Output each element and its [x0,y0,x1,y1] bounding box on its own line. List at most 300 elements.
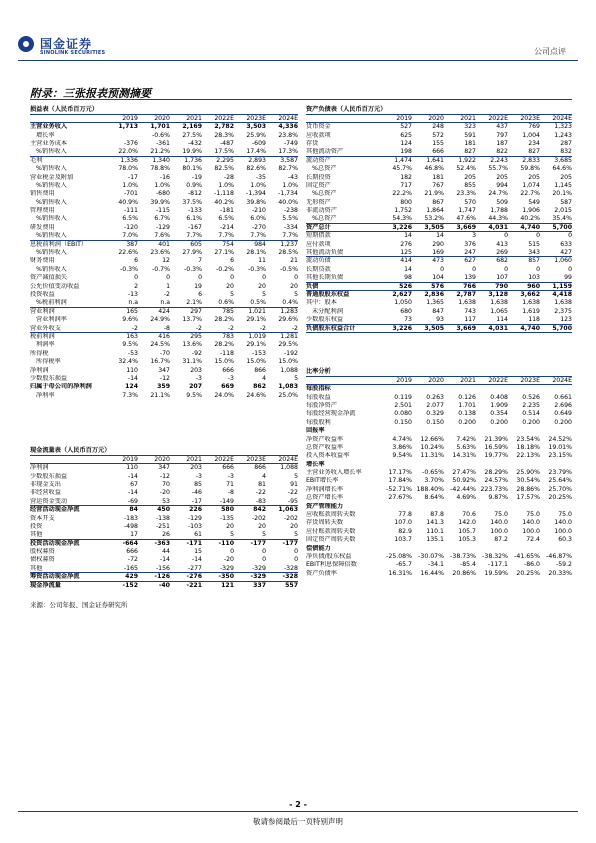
row-value: 0 [262,274,266,282]
row-value: 44 [162,548,170,556]
row-value: -85.4 [459,561,476,569]
table-row [30,498,298,506]
row-value: 107 [496,274,508,282]
row-value: 994 [496,181,508,189]
row-value: 82.7% [278,165,298,173]
row-value: 526 [399,282,412,290]
row-value: 5.63% [456,443,476,451]
row-value: 297 [190,307,202,315]
year-header-row [306,115,572,123]
row-value: -22 [287,489,298,497]
source-note: 来源：公司年报、国金证券研究所 [30,601,128,609]
row-value: -14 [159,556,170,564]
row-value: -17 [127,173,138,181]
row-value: 19.9% [182,148,202,156]
row-value: 743 [464,307,476,315]
table-row [306,165,572,173]
row-value: -20 [223,556,234,564]
row-value: 12 [162,257,170,265]
row-value: 295 [190,332,202,340]
row-value: 123 [560,316,572,324]
year-header-cell: 2023E [246,114,266,122]
row-value: 205 [464,173,476,181]
row-value: 0 [294,556,298,564]
table-row [30,283,298,291]
row-value: 60.3 [558,536,572,544]
row-value: 1,060 [554,257,572,265]
row-value: 2,015 [554,207,572,215]
row-value: 2,295 [216,156,234,164]
row-value: 3,587 [280,156,298,164]
row-value: 14.31% [452,452,476,460]
table-row [306,291,572,299]
row-value: -329 [219,564,234,572]
row-value: 766 [463,282,476,290]
row-value: -53 [127,349,138,357]
section-label: 偿债能力 [306,544,331,552]
table-row [30,481,298,489]
table-row [306,157,572,165]
section-label: 每股指标 [306,385,331,393]
row-value: 80.1% [182,165,202,173]
row-value: 1,701 [150,123,170,131]
row-label: %税前利润 [36,299,67,307]
row-value: -38.32% [482,553,508,560]
table-row [306,436,572,444]
row-value: 6.0% [250,215,266,223]
row-value: 416 [158,332,170,340]
row-value: 1,864 [426,207,444,215]
sinolink-logo-icon [18,36,34,52]
row-value: 437 [496,123,508,131]
table-row [30,215,298,223]
row-label: 营业利润 [30,307,55,315]
row-value: 337 [253,581,266,589]
table-title: 资产负债表（人民币百万元） [306,106,572,115]
row-value: 32.4% [118,358,138,366]
row-label: 净利润增长率 [306,485,344,493]
row-value: 84 [129,506,138,514]
row-label: %销售收入 [36,165,67,173]
row-value: 0 [294,548,298,556]
table-row [306,123,572,131]
row-label: 投资 [30,522,43,530]
table-row [306,561,572,569]
table-row [306,410,572,418]
row-value: 5,700 [552,223,572,231]
row-value: 0 [230,274,234,282]
row-value: 14 [404,232,412,240]
year-header-cell: 2020 [428,114,444,122]
row-value: -0.2% [216,265,234,273]
row-value: 35.4% [552,215,572,223]
row-label: 营业外收支 [30,324,61,332]
row-value: -0.3% [184,265,202,273]
table-row [30,464,298,472]
row-value: -156 [155,564,170,572]
table-row [30,375,298,383]
row-value: -13 [127,291,138,298]
row-value: 19.01% [548,443,572,451]
row-value: 682 [496,257,508,265]
row-label: 其他长期负债 [306,274,344,282]
row-value: -0.3% [120,265,138,273]
row-value: 413 [496,240,508,248]
row-value: 100.0 [522,527,540,535]
row-value: 0.200 [554,418,572,426]
row-value: -152 [122,581,138,589]
year-header-cell: 2021 [186,114,202,122]
row-value: 1,283 [280,307,298,315]
row-value: 1,474 [394,156,412,164]
row-label: %销售收入 [36,249,67,257]
table-title: 现金流量表（人民币百万元） [30,447,298,456]
row-value: 44.3% [488,215,508,223]
row-value: 3,669 [456,324,476,332]
row-value: -812 [187,190,202,198]
table-row [306,257,572,265]
row-value: 1.701 [458,401,476,409]
row-value: 14 [404,265,412,273]
row-label: 流动资产 [306,156,331,164]
row-value: 140.0 [522,519,540,527]
table-row [30,506,298,514]
row-value: 5 [294,291,298,298]
row-value: 16.7% [150,358,170,366]
row-value: 0 [568,232,572,240]
row-label: 货币资金 [306,123,331,131]
row-value: 0 [536,232,540,240]
row-value: 59.8% [520,165,540,173]
row-value: 5.5% [282,215,298,223]
row-value: 6.7% [154,215,170,223]
row-value: 15.0% [214,358,234,366]
row-label: 每股净资产 [306,401,337,409]
row-value: 0.514 [522,410,540,418]
row-label: EBIT增长率 [306,477,339,485]
row-value: -214 [219,223,234,231]
row-value: 5 [294,374,298,382]
table-row [30,582,298,590]
row-value: -2 [131,324,138,332]
row-value: 28.1% [246,249,266,257]
row-value: 4,740 [520,324,540,332]
row-label: %销售收入 [36,215,67,223]
row-value: -202 [251,514,266,522]
row-value: 625 [400,131,412,139]
row-value: -138 [155,514,170,522]
page-number: - 2 - [289,800,307,809]
row-value: -334 [283,223,298,231]
row-value: 587 [560,198,572,206]
row-value: -30.07% [418,553,444,560]
row-value: 16.31% [388,569,412,577]
row-value: 359 [157,383,170,391]
row-value: 0.200 [490,418,508,426]
row-value: 1,088 [280,366,298,374]
row-value: 4 [262,374,266,382]
row-value: 1,638 [458,299,476,307]
row-value: 16.44% [420,569,444,577]
row-label: 资本开支 [30,514,55,522]
table-row [306,444,572,452]
row-value: 114 [496,316,508,324]
row-label: 利润率 [36,341,55,349]
row-value: 19.59% [484,569,508,577]
row-value: 15 [194,548,202,556]
row-label: 其他 [30,531,43,539]
row-value: 1,281 [280,332,298,340]
row-value: 24.9% [150,316,170,324]
table-row [30,367,298,375]
row-value: 832 [560,148,572,156]
row-value: 140.0 [554,519,572,527]
row-value: 17.84% [388,477,412,485]
row-value: 0.4% [282,299,298,307]
row-value: -8 [227,489,234,497]
row-value: 2,243 [490,156,508,164]
row-value: 1,736 [184,156,202,164]
header-spacer [306,377,380,384]
section-label: 增长率 [306,460,325,468]
year-header-cell: 2020 [428,376,444,384]
row-value: 1.0% [250,181,266,189]
row-value: 7.7% [250,232,266,240]
row-value: -34.1 [427,561,444,569]
row-value: -238 [283,207,298,215]
row-value: 6.5% [122,215,138,223]
table-row [306,486,572,494]
row-value: 100.0 [490,527,508,535]
row-value: 605 [190,240,202,248]
row-value: -181 [219,207,234,215]
row-value: 165 [126,307,138,315]
row-value: 1.0% [154,181,170,189]
row-value: 1,638 [490,299,508,307]
logo-cn-text: 国金证券 [40,37,93,51]
row-value: -129 [187,514,202,522]
row-value: 5 [230,531,234,539]
row-value: 5 [230,291,234,298]
row-value: 247 [464,249,476,257]
row-value: 347 [158,366,170,374]
table-row [306,528,572,536]
row-value: 557 [285,581,298,589]
row-label: 营业利润率 [36,316,67,324]
table-row [30,316,298,324]
row-value: 1,619 [522,307,540,315]
table-row [30,291,298,299]
row-value: 0.080 [394,410,412,418]
row-value: 82.6% [246,165,266,173]
row-value: 0.661 [554,393,572,401]
row-value: 0 [504,232,508,240]
row-value: -72 [127,556,138,564]
row-value: 93 [436,316,444,324]
row-value: 960 [527,282,540,290]
disclaimer-text: 敬请参阅最后一页特别声明 [253,817,343,826]
row-value: 5 [294,472,298,480]
row-value: 223.73% [480,485,508,493]
section-label: 资产管理能力 [306,502,344,510]
row-value: 23.54% [516,435,540,443]
row-value: 75.0 [494,511,508,519]
year-header-cell: 2021 [186,455,202,463]
row-value: 118 [528,316,540,324]
row-value: 13.6% [182,341,202,349]
row-value: 427 [560,249,572,257]
table-row [30,325,298,333]
row-value: 0 [504,265,508,273]
table-row [306,394,572,402]
row-value: 1.0% [122,181,138,189]
page-header [0,0,596,60]
row-label: 总资产增长率 [306,494,344,502]
row-value: 99 [564,274,572,282]
row-label: 总资产收益率 [306,443,344,451]
row-value: 25.0% [278,391,298,399]
row-value: 3 [472,232,476,240]
table-row [30,333,298,341]
row-value: 20.25% [548,494,572,502]
row-value: 29.5% [278,341,298,349]
row-value: -69 [127,497,138,505]
row-value: -28 [223,173,234,181]
row-label: 主营业务收入增长率 [306,469,362,477]
row-value: 1,788 [490,207,508,215]
row-value: 1,050 [394,299,412,307]
row-value: 7.7% [282,232,298,240]
table-row [306,224,572,232]
row-label: 投入资本收益率 [306,452,350,460]
row-value: -40 [158,581,170,589]
row-value: -329 [250,573,266,581]
row-value: 0.354 [490,410,508,418]
row-value: 30.54% [516,477,540,485]
row-value: 669 [221,383,234,391]
row-value: 572 [432,131,444,139]
row-value: -701 [123,190,138,198]
row-value: -251 [155,522,170,530]
row-value: 1,065 [490,307,508,315]
report-type-label: 公司点评 [534,47,566,56]
row-label: 流动负债 [306,257,331,265]
row-value: 27.1% [214,249,234,257]
row-value: 509 [496,198,508,206]
table-row [30,565,298,573]
row-value: 14 [436,232,444,240]
row-label: 现金净流量 [30,581,61,589]
row-value: -126 [154,573,170,581]
row-label: 少数股东损益 [30,374,68,382]
row-value: 0.526 [522,393,540,401]
year-header-cell: 2023E [520,376,540,384]
row-label: 每股股利 [306,418,331,426]
row-value: 0 [294,274,298,282]
row-value: 23.3% [456,190,476,198]
row-value: 827 [528,148,540,156]
row-value: 104 [432,274,444,282]
row-value: 1 [166,282,170,290]
row-value: 81 [258,480,266,488]
row-value: 1,088 [280,464,298,472]
row-value: 4,031 [488,223,508,231]
row-value: 70 [162,480,170,488]
row-value: -118 [219,349,234,357]
row-value: 7.6% [154,232,170,240]
row-value: 0.200 [458,418,476,426]
row-value: 205 [560,173,572,181]
row-label: 长期投资 [306,173,331,181]
table-row [306,419,572,427]
row-label: 投资收益 [30,291,55,298]
row-value: 3.70% [424,477,444,485]
row-value: 24.6% [246,391,266,399]
ratio-analysis-table [306,368,572,578]
year-header-row [306,377,572,385]
row-value: -2 [259,324,266,332]
row-label: 其他 [30,564,43,572]
table-row [306,241,572,249]
row-value: 287 [560,139,572,147]
row-value: 155 [432,139,444,147]
row-value: 1,336 [120,156,138,164]
row-value: -46.87% [546,553,572,560]
row-value: 0.138 [458,410,476,418]
row-value: -38.73% [450,553,476,560]
row-value: -2 [195,324,202,332]
row-value: 10.24% [420,443,444,451]
row-value: 1,074 [522,181,540,189]
row-value: 847 [432,307,444,315]
appendix-heading [30,82,572,100]
row-label: 每股经营现金净流 [306,410,356,418]
row-value: 800 [400,198,412,206]
row-label: 净资产收益率 [306,435,344,443]
row-value: 0 [198,274,202,282]
row-value: 783 [222,332,234,340]
table-row [30,257,298,265]
row-value: 64.6% [552,165,572,173]
row-value: 7 [198,257,202,265]
row-value: 203 [190,464,202,472]
row-value: -149 [219,497,234,505]
row-value: 19.77% [484,452,508,460]
row-value: 0.329 [426,410,444,418]
row-value: 0.150 [394,418,412,426]
row-label: 公允价值变动收益 [30,282,80,290]
table-row [306,148,572,156]
row-value: -664 [122,539,138,547]
row-label: 每股收益 [306,393,331,401]
row-value: 15.0% [246,358,266,366]
row-value: 0.9% [186,181,202,189]
row-value: -277 [187,564,202,572]
row-label: 资产负债率 [306,569,337,577]
table-row [30,489,298,497]
row-value: 82.9 [398,527,412,535]
row-value: 124 [400,139,412,147]
row-value: 4 [262,472,266,480]
row-value: 2,893 [248,156,266,164]
row-value: 85 [194,480,202,488]
row-value: -14 [191,556,202,564]
row-value: -192 [283,349,298,357]
row-value: 17.3% [278,148,298,156]
row-value: 627 [464,257,476,265]
row-value: 28.5% [278,249,298,257]
row-label: %总资产 [312,215,337,223]
